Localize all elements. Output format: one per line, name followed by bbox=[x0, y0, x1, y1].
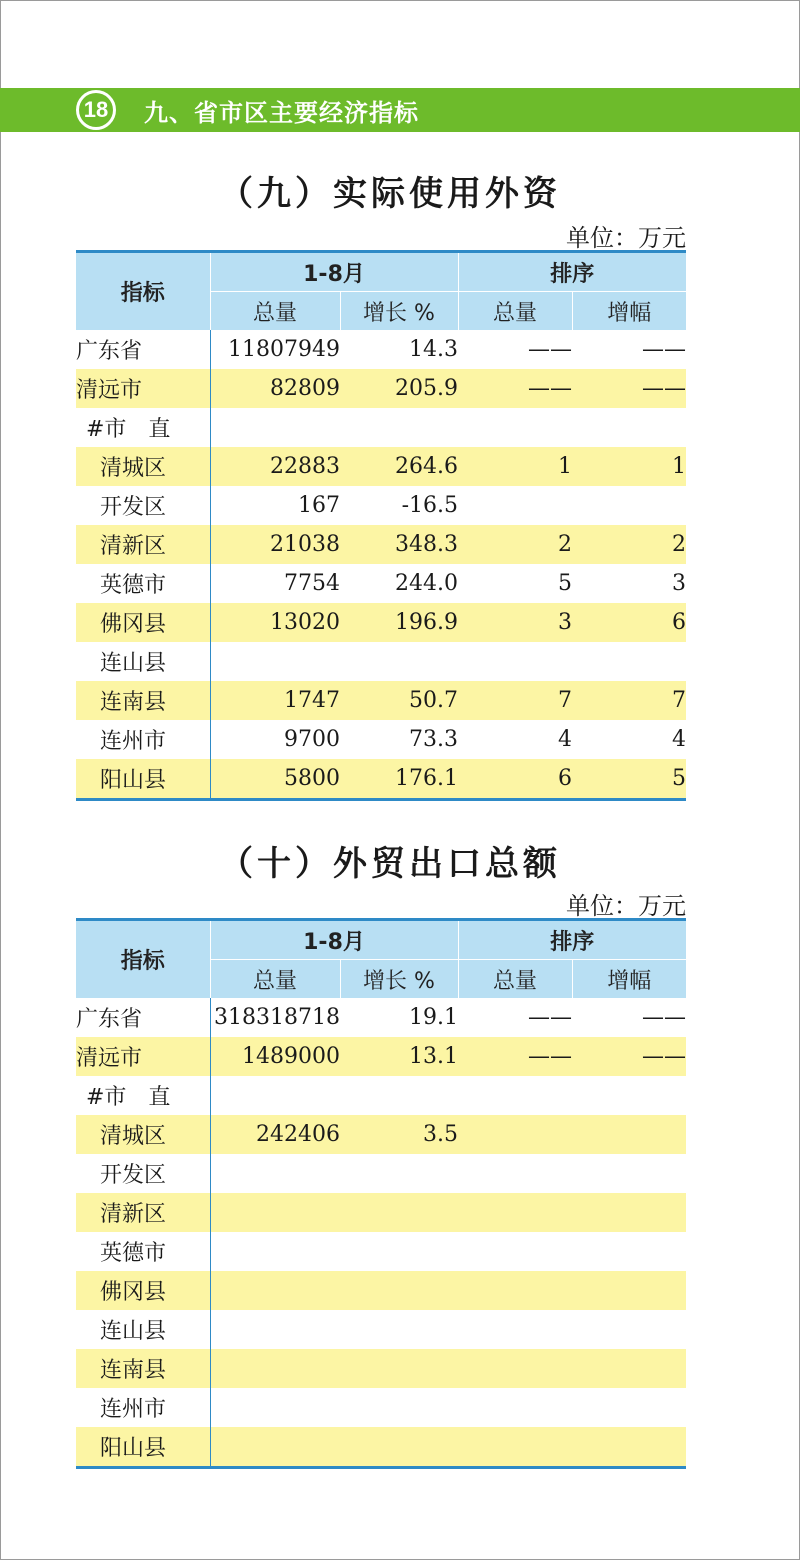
row-name-cell: 清远市 bbox=[76, 1037, 210, 1076]
rank-growth-cell bbox=[572, 1349, 686, 1388]
row-name-cell: 佛冈县 bbox=[76, 603, 210, 642]
rank-growth-cell: —— bbox=[572, 369, 686, 408]
row-name-cell: #市 直 bbox=[76, 408, 210, 447]
growth-cell: 14.3 bbox=[409, 337, 458, 362]
table-row bbox=[76, 681, 686, 720]
rank-growth-cell bbox=[572, 1427, 686, 1468]
rank-total-cell: 1 bbox=[458, 447, 572, 486]
page-number: 18 bbox=[79, 93, 113, 127]
column-header-growth: 增长 % bbox=[340, 292, 458, 331]
fdi-table bbox=[76, 250, 686, 801]
rank-growth-cell: 7 bbox=[572, 681, 686, 720]
total-cell: 9700 bbox=[284, 727, 340, 752]
column-header-rank-total: 总量 bbox=[458, 960, 572, 999]
rank-total-cell: —— bbox=[458, 1037, 572, 1076]
rank-total-cell: —— bbox=[458, 369, 572, 408]
row-name-cell: 清城区 bbox=[76, 1115, 210, 1154]
rank-total-cell bbox=[458, 1232, 572, 1271]
rank-total-cell bbox=[458, 1310, 572, 1349]
total-cell bbox=[210, 1427, 340, 1468]
row-name-cell: 英德市 bbox=[76, 1232, 210, 1271]
rank-total-cell: —— bbox=[528, 1005, 572, 1030]
total-cell bbox=[210, 1076, 340, 1115]
fdi-title: （九）实际使用外资 bbox=[219, 174, 561, 214]
total-cell bbox=[210, 1154, 340, 1193]
total-cell: 167 bbox=[298, 493, 340, 518]
total-cell bbox=[210, 408, 340, 447]
growth-cell: 176.1 bbox=[340, 759, 458, 800]
total-cell bbox=[210, 1310, 340, 1349]
exports-unit: 单位：万元 bbox=[566, 892, 686, 920]
rank-total-cell bbox=[458, 1076, 572, 1115]
column-header-period: 1-8月 bbox=[210, 920, 458, 960]
table-row bbox=[76, 330, 686, 369]
growth-cell bbox=[340, 1427, 458, 1468]
row-name-cell: 清新区 bbox=[76, 525, 210, 564]
table-row bbox=[76, 1427, 686, 1468]
growth-cell: 244.0 bbox=[395, 571, 458, 596]
total-cell bbox=[210, 642, 340, 681]
table-row bbox=[76, 1115, 686, 1154]
growth-cell bbox=[340, 1232, 458, 1271]
total-cell bbox=[210, 1232, 340, 1271]
growth-cell bbox=[340, 408, 458, 447]
table-row bbox=[76, 642, 686, 681]
rank-growth-cell: 1 bbox=[572, 447, 686, 486]
row-name-cell: #市 直 bbox=[76, 1076, 210, 1115]
rank-total-cell: 6 bbox=[458, 759, 572, 800]
growth-cell: 205.9 bbox=[340, 369, 458, 408]
rank-total-cell bbox=[458, 1349, 572, 1388]
growth-cell: 264.6 bbox=[340, 447, 458, 486]
growth-cell: 348.3 bbox=[340, 525, 458, 564]
table-row bbox=[76, 525, 686, 564]
rank-growth-cell bbox=[572, 408, 686, 447]
column-header-rank-total: 总量 bbox=[458, 292, 572, 331]
total-cell: 318318718 bbox=[214, 1005, 340, 1030]
rank-growth-cell: 4 bbox=[672, 727, 687, 752]
growth-cell bbox=[340, 1271, 458, 1310]
row-name-cell: 广东省 bbox=[76, 330, 210, 369]
table-row bbox=[76, 1154, 686, 1193]
rank-growth-cell: 6 bbox=[572, 603, 686, 642]
row-name-cell: 连州市 bbox=[76, 720, 210, 759]
rank-total-cell: 7 bbox=[458, 681, 572, 720]
rank-growth-cell: 3 bbox=[672, 571, 687, 596]
growth-cell bbox=[340, 1076, 458, 1115]
total-cell: 22883 bbox=[210, 447, 340, 486]
rank-growth-cell: 2 bbox=[572, 525, 686, 564]
table-row bbox=[76, 486, 686, 525]
rank-growth-cell bbox=[572, 642, 686, 681]
total-cell: 242406 bbox=[210, 1115, 340, 1154]
row-name-cell: 阳山县 bbox=[76, 1427, 210, 1468]
table-row bbox=[76, 1193, 686, 1232]
rank-total-cell: 5 bbox=[558, 571, 572, 596]
column-header-total: 总量 bbox=[210, 292, 340, 331]
rank-growth-cell bbox=[572, 1271, 686, 1310]
row-name-cell: 阳山县 bbox=[76, 759, 210, 800]
column-header-period: 1-8月 bbox=[210, 252, 458, 292]
rank-growth-cell bbox=[572, 1193, 686, 1232]
total-cell bbox=[210, 1349, 340, 1388]
rank-total-cell bbox=[458, 1271, 572, 1310]
rank-total-cell bbox=[458, 1388, 572, 1427]
rank-growth-cell bbox=[572, 1232, 686, 1271]
rank-total-cell: —— bbox=[528, 337, 572, 362]
rank-growth-cell bbox=[572, 1076, 686, 1115]
column-header-rank-growth: 增幅 bbox=[572, 960, 686, 999]
rank-total-cell: 4 bbox=[558, 727, 572, 752]
section-heading: 九、省市区主要经济指标 bbox=[144, 98, 419, 127]
total-cell: 1747 bbox=[210, 681, 340, 720]
rank-total-cell bbox=[458, 486, 572, 525]
total-cell: 1489000 bbox=[210, 1037, 340, 1076]
table-row bbox=[76, 720, 686, 759]
row-name-cell: 连山县 bbox=[76, 1310, 210, 1349]
total-cell: 82809 bbox=[210, 369, 340, 408]
rank-growth-cell: 5 bbox=[572, 759, 686, 800]
row-name-cell: 广东省 bbox=[76, 998, 210, 1037]
row-name-cell: 连州市 bbox=[76, 1388, 210, 1427]
row-name-cell: 英德市 bbox=[76, 564, 210, 603]
column-header-growth: 增长 % bbox=[340, 960, 458, 999]
total-cell bbox=[210, 1193, 340, 1232]
table-row bbox=[76, 1271, 686, 1310]
rank-growth-cell bbox=[572, 1154, 686, 1193]
total-cell: 11807949 bbox=[228, 337, 340, 362]
total-cell bbox=[210, 1388, 340, 1427]
table-row bbox=[76, 603, 686, 642]
table-row bbox=[76, 1388, 686, 1427]
row-name-cell: 清城区 bbox=[76, 447, 210, 486]
total-cell: 21038 bbox=[210, 525, 340, 564]
total-cell: 5800 bbox=[210, 759, 340, 800]
rank-total-cell bbox=[458, 408, 572, 447]
table-row bbox=[76, 1037, 686, 1076]
rank-total-cell bbox=[458, 1115, 572, 1154]
growth-cell: 19.1 bbox=[409, 1005, 458, 1030]
growth-cell bbox=[340, 642, 458, 681]
row-name-cell: 连山县 bbox=[76, 642, 210, 681]
growth-cell: 196.9 bbox=[340, 603, 458, 642]
rank-growth-cell bbox=[572, 1115, 686, 1154]
section-banner bbox=[0, 88, 800, 132]
fdi-unit: 单位：万元 bbox=[566, 224, 686, 252]
table-row bbox=[76, 369, 686, 408]
table-row bbox=[76, 1076, 686, 1115]
growth-cell bbox=[340, 1154, 458, 1193]
table-row bbox=[76, 447, 686, 486]
row-name-cell: 开发区 bbox=[76, 486, 210, 525]
row-name-cell: 开发区 bbox=[76, 1154, 210, 1193]
rank-growth-cell bbox=[572, 486, 686, 525]
table-row bbox=[76, 408, 686, 447]
growth-cell: 50.7 bbox=[340, 681, 458, 720]
rank-growth-cell bbox=[572, 1310, 686, 1349]
table-row bbox=[76, 1310, 686, 1349]
column-header-rank: 排序 bbox=[458, 920, 686, 960]
row-name-cell: 连南县 bbox=[76, 1349, 210, 1388]
rank-total-cell: 3 bbox=[458, 603, 572, 642]
column-header-total: 总量 bbox=[210, 960, 340, 999]
table-row bbox=[76, 1349, 686, 1388]
column-header-indicator: 指标 bbox=[76, 920, 210, 999]
rank-growth-cell: —— bbox=[642, 337, 687, 362]
growth-cell bbox=[340, 1193, 458, 1232]
table-row bbox=[76, 1232, 686, 1271]
rank-total-cell: 2 bbox=[458, 525, 572, 564]
growth-cell: 73.3 bbox=[409, 727, 458, 752]
table-row bbox=[76, 998, 686, 1037]
total-cell bbox=[210, 1271, 340, 1310]
table-row bbox=[76, 564, 686, 603]
growth-cell: -16.5 bbox=[401, 493, 458, 518]
growth-cell bbox=[340, 1388, 458, 1427]
rank-growth-cell bbox=[572, 1388, 686, 1427]
column-header-indicator: 指标 bbox=[76, 252, 210, 331]
row-name-cell: 清新区 bbox=[76, 1193, 210, 1232]
exports-table bbox=[76, 918, 686, 1469]
page-number-badge bbox=[76, 90, 116, 130]
growth-cell bbox=[340, 1310, 458, 1349]
row-name-cell: 连南县 bbox=[76, 681, 210, 720]
row-name-cell: 佛冈县 bbox=[76, 1271, 210, 1310]
rank-total-cell bbox=[458, 642, 572, 681]
total-cell: 13020 bbox=[210, 603, 340, 642]
rank-total-cell bbox=[458, 1427, 572, 1468]
rank-total-cell bbox=[458, 1193, 572, 1232]
table-row bbox=[76, 759, 686, 800]
column-header-rank: 排序 bbox=[458, 252, 686, 292]
rank-growth-cell: —— bbox=[572, 1037, 686, 1076]
growth-cell bbox=[340, 1349, 458, 1388]
rank-growth-cell: —— bbox=[642, 1005, 687, 1030]
exports-title: （十）外贸出口总额 bbox=[219, 844, 561, 884]
row-name-cell: 清远市 bbox=[76, 369, 210, 408]
growth-cell: 3.5 bbox=[340, 1115, 458, 1154]
rank-total-cell bbox=[458, 1154, 572, 1193]
growth-cell: 13.1 bbox=[340, 1037, 458, 1076]
total-cell: 7754 bbox=[284, 571, 340, 596]
column-header-rank-growth: 增幅 bbox=[572, 292, 686, 331]
